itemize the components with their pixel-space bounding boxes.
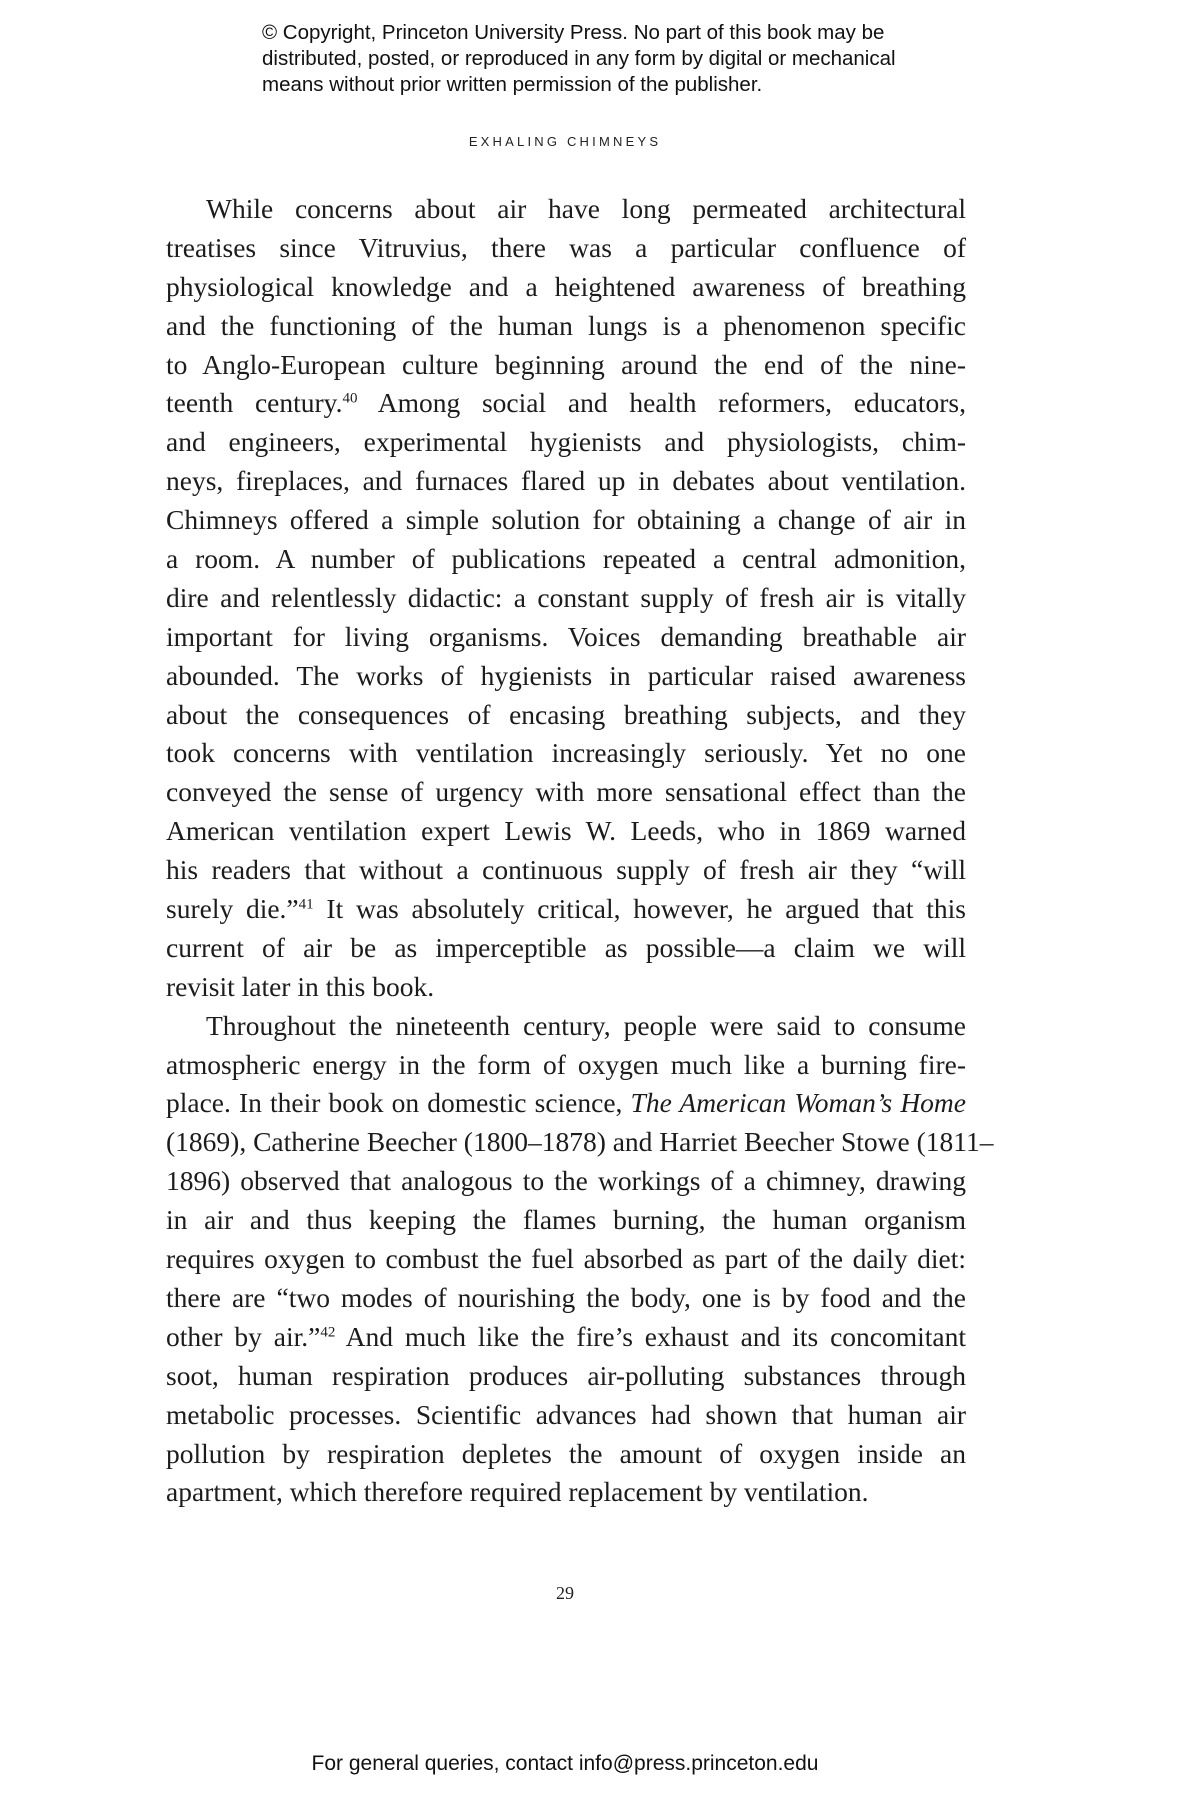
text-line: Throughout the nineteenth century, people were said to consume [206,1009,966,1041]
text-line: Chimneys offered a simple solution for obtaining a change of air in [166,504,966,536]
text-line: and the functioning of the human lungs is a phenomenon specific [166,309,966,341]
text-line: neys, fireplaces, and furnaces flared up in debates about ventilation. [166,465,966,497]
text-segment: It was absolutely critical, however, he argued that this [326,893,967,925]
paragraph-1 [166,190,966,1007]
text-line: physiological knowledge and a heightened awareness of breathing [166,270,966,302]
text-line [166,1084,966,1123]
body-text [166,190,994,1512]
text-line: requires oxygen to combust the fuel absorbed as part of the daily diet: [166,1243,966,1275]
book-title: The American Woman’s Home [630,1087,967,1119]
footnote-marker-42: 42 [320,1324,336,1341]
footnote-marker-41: 41 [298,896,314,913]
text-line: While concerns about air have long permeated architectural [206,193,966,224]
text-line: American ventilation expert Lewis W. Leeds, who in 1869 warned [166,815,966,847]
text-line: 1896) observed that analogous to the workings of a chimney, drawing [166,1165,966,1197]
text-segment: other by air.” [166,1320,321,1352]
text-line: (1869), Catherine Beecher (1800–1878) and Harriet Beecher Stowe (1811– [166,1126,994,1158]
text-line [166,890,966,929]
copyright-line: © Copyright, Princeton University Press. No part of this book may be [262,21,885,44]
text-line: about the consequences of encasing breathing subjects, and they [166,698,966,730]
text-line: to Anglo-European culture beginning around the end of the nine- [166,348,966,380]
text-line: there are “two modes of nourishing the body, one is by food and the [166,1281,966,1313]
text-line: in air and thus keeping the flames burning, the human organism [166,1204,966,1236]
text-line: soot, human respiration produces air-polluting substances through [166,1359,966,1391]
paragraph-2 [166,1007,994,1513]
text-line: took concerns with ventilation increasingly seriously. Yet no one [166,737,966,769]
text-line: apartment, which therefore required replacement by ventilation. [166,1476,869,1508]
footer-contact: For general queries, contact info@press.princeton.edu [311,1752,819,1775]
text-segment: Among social and health reformers, educators, [377,387,967,419]
text-segment: And much like the fire’s exhaust and its concomitant [345,1320,967,1352]
text-line: treatises since Vitruvius, there was a particular confluence of [166,231,966,263]
page-number: 29 [556,1583,574,1603]
text-line: pollution by respiration depletes the amount of oxygen inside an [166,1437,966,1469]
copyright-line: means without prior written permission of the publisher. [262,73,763,96]
text-line: dire and relentlessly didactic: a constant supply of fresh air is vitally [166,581,966,613]
text-line: current of air be as imperceptible as possible—a claim we will [166,931,966,963]
copyright-line: distributed, posted, or reproduced in any form by digital or mechanical [262,47,896,70]
text-line: his readers that without a continuous supply of fresh air they “will [166,854,966,886]
text-segment: surely die.” [166,893,299,925]
text-line: atmospheric energy in the form of oxygen much like a burning fire- [166,1048,966,1080]
text-line: abounded. The works of hygienists in particular raised awareness [166,659,966,691]
text-segment: place. In their book on domestic science, [166,1087,623,1119]
text-line: metabolic processes. Scientific advances had shown that human air [166,1398,966,1430]
text-line [166,1318,966,1357]
text-line: revisit later in this book. [166,970,435,1002]
footnote-marker-40: 40 [342,390,358,407]
text-line: and engineers, experimental hygienists and physiologists, chim- [166,426,966,458]
running-head: EXHALING CHIMNEYS [468,134,662,149]
text-line: conveyed the sense of urgency with more sensational effect than the [166,776,966,808]
text-line: important for living organisms. Voices demanding breathable air [166,620,966,652]
text-segment: teenth century. [166,387,343,419]
text-line [166,384,966,423]
text-line: a room. A number of publications repeated a central admonition, [166,543,966,575]
copyright-notice [262,20,1002,98]
